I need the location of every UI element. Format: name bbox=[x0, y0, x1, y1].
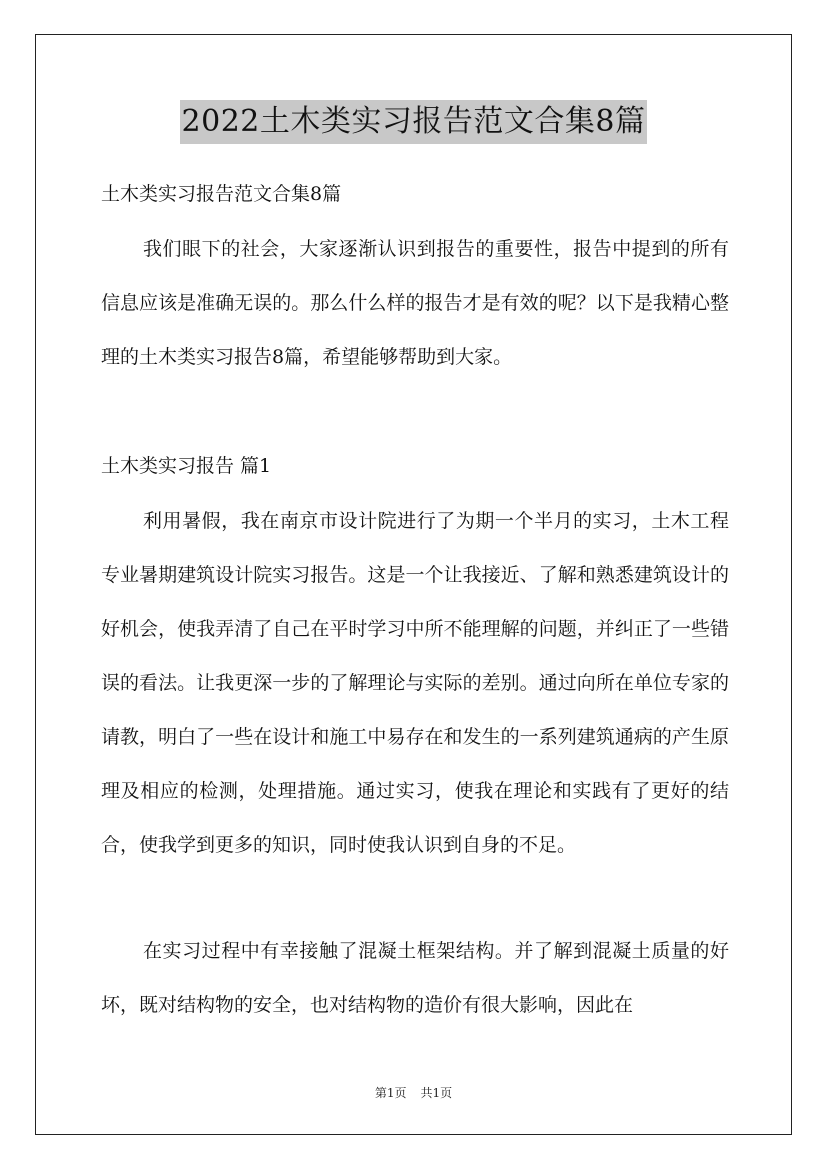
title-container bbox=[0, 100, 827, 144]
section-heading: 土木类实习报告 篇1 bbox=[101, 455, 272, 477]
page-footer bbox=[0, 1085, 827, 1101]
intro-paragraph: 我们眼下的社会，大家逐渐认识到报告的重要性，报告中提到的所有信息应该是准确无误的。那么什么样的报告才是有效的呢？以下是我精心整理的土木类实习报告8篇，希望能够帮助到大家。 bbox=[101, 238, 729, 368]
page-total: 共1页 bbox=[420, 1086, 453, 1100]
body-paragraph-2: 在实习过程中有幸接触了混凝土框架结构。并了解到混凝土质量的好坏，既对结构物的安全，也对结构物的造价有很大影响，因此在 bbox=[101, 940, 729, 1016]
body-paragraph-1: 利用暑假，我在南京市设计院进行了为期一个半月的实习，土木工程专业暑期建筑设计院实习报告。这是一个让我接近、了解和熟悉建筑设计的好机会，使我弄清了自己在平时学习中所不能理解的问题，并纠正了一些错误的看法。让我更深一步的了解理论与实际的差别。通过向所在单位专家的请教，明白了一些在设计和施工中易存在和发生的一系列建筑通病的产生原理及相应的检测，处理措施。通过实习，使我在理论和实践有了更好的结合，使我学到更多的知识，同时使我认识到自身的不足。 bbox=[101, 510, 729, 856]
page-number: 第1页 bbox=[374, 1086, 407, 1100]
document-title: 2022土木类实习报告范文合集8篇 bbox=[180, 100, 648, 144]
document-subtitle: 土木类实习报告范文合集8篇 bbox=[101, 183, 342, 205]
